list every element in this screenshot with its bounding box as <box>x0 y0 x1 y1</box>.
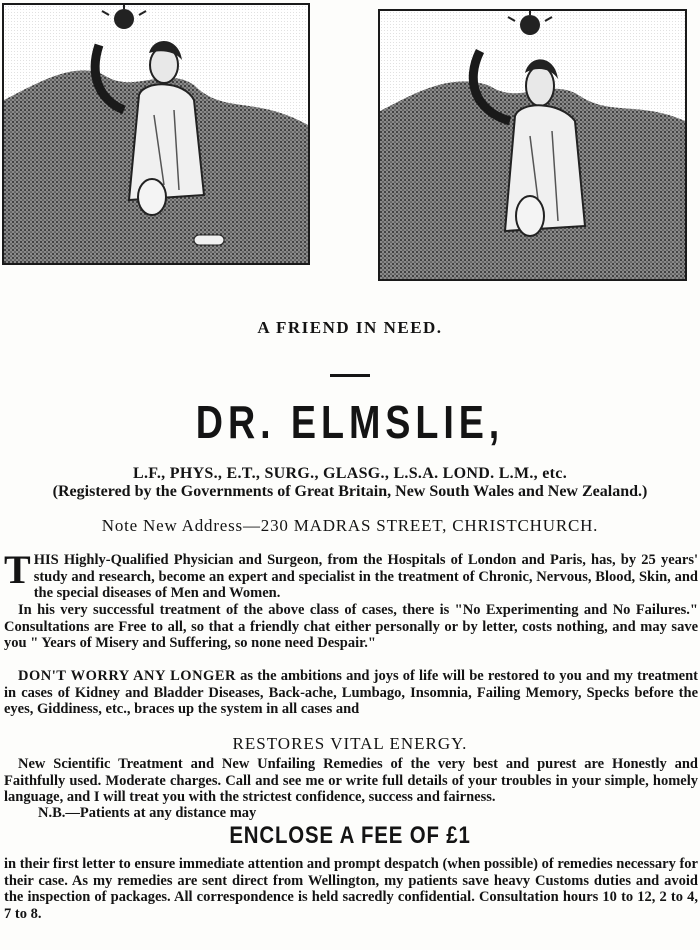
worry-paragraph <box>4 668 698 718</box>
registration-note: (Registered by the Governments of Great Britain, New South Wales and New Zealand.) <box>52 483 648 500</box>
woman-with-urn-icon <box>380 11 685 279</box>
intro-paragraph <box>4 547 698 602</box>
qualifications: L.F., PHYS., E.T., SURG., GLASG., L.S.A. LOND. L.M., etc. <box>132 465 568 482</box>
closing-paragraph: in their first letter to ensure immediate attention and prompt despatch (when possible) of remedies necessary for their case. As my remedies are sent direct from Wellington, my patients save heavy Customs duties and avoid the inspection of packages. All correspondence is held sacredly confidential. Consultation hours 10 to 12, 2 to 4, 7 to 8. <box>4 856 698 922</box>
restores-heading: RESTORES VITAL ENERGY. <box>232 734 468 753</box>
fee-heading: ENCLOSE A FEE OF £1 <box>229 822 471 849</box>
drop-cap: T <box>4 547 31 592</box>
nb-note: N.B.—Patients at any distance may <box>38 805 257 821</box>
woman-with-urn-illustration-right <box>378 9 687 281</box>
woman-with-urn-icon <box>4 5 308 263</box>
treatment-paragraph: In his very successful treatment of the above class of cases, there is "No Experimenting and No Failures." Consultations are Free to all, so that a friendly chat either personally or by letter, costs nothing, and may save you " Years of Misery and Suffering, so none need Despair." <box>4 602 698 651</box>
woman-with-urn-illustration-left <box>2 3 310 265</box>
remedies-paragraph: New Scientific Treatment and New Unfailing Remedies of the very best and purest are Honestly and Faithfully used. Moderate charges. Call and see me or write full details of your troubles in your simple, homely language, and I will treat you with the strictest confidence, success and fairness. <box>4 756 698 805</box>
intro-text: HIS Highly-Qualified Physician and Surgeon, from the Hospitals of London and Paris, has, by 25 years' study and research, become an expert and specialist in the treatment of Chronic, Nervous, Blood, Skin, and the special diseases of Men and Women. <box>33 552 698 601</box>
address-line: Note New Address—230 MADRAS STREET, CHRISTCHURCH. <box>101 516 599 535</box>
divider-rule <box>330 374 370 377</box>
doctor-name: DR. ELMSLIE, <box>195 396 505 448</box>
worry-heading: DON'T WORRY ANY LONGER <box>18 668 236 684</box>
worry-text: as the ambitions and joys of life will be restored to you and my treatment in cases of Kidney and Bladder Diseases, Back-ache, Lumbago, Insomnia, Failing Memory, Specks before the eyes, Giddiness, etc., braces up the system in all cases and <box>4 668 698 717</box>
headline: A FRIEND IN NEED. <box>257 318 443 337</box>
